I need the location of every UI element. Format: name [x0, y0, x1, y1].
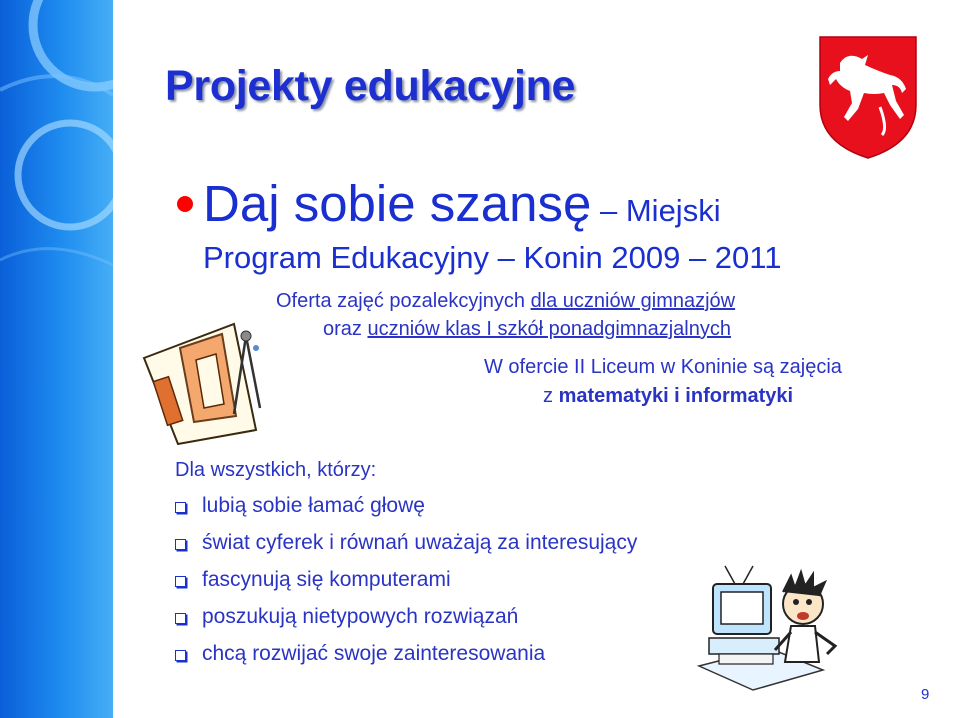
liceum-line-2-text: z [543, 385, 559, 407]
list-item-text: chcą rozwijać swoje zainteresowania [202, 642, 546, 665]
offer-line-2-text: oraz [323, 318, 368, 340]
offer-line-2-underlined: uczniów klas I szkół ponadgimnazjalnych [367, 318, 731, 340]
checkbox-square-icon [175, 650, 186, 661]
white-horse-crest-icon [818, 35, 918, 160]
checkbox-square-icon [175, 576, 186, 587]
list-item-text: fascynują się komputerami [202, 568, 451, 591]
list-item [175, 531, 637, 568]
liceum-line-2 [543, 385, 793, 408]
offer-line-1 [276, 290, 735, 313]
program-headline [203, 174, 721, 233]
list-item [175, 605, 637, 642]
program-subline: Program Edukacyjny – Konin 2009 – 2011 [203, 240, 782, 275]
offer-line-1-underlined: dla uczniów gimnazjów [530, 290, 736, 312]
band-circles-icon [0, 0, 113, 718]
list-item-text: poszukują nietypowych rozwiązań [202, 605, 519, 628]
list-item [175, 568, 637, 605]
offer-line-1-text: Oferta zajęć pozalekcyjnych [276, 290, 531, 312]
computer-guy-clipart [695, 562, 845, 692]
page-number: 9 [921, 686, 930, 703]
red-dot-icon [177, 196, 193, 212]
list-item [175, 642, 637, 679]
slide-title: Projekty edukacyjne [165, 62, 576, 110]
program-name: Daj sobie szansę [203, 175, 592, 232]
offer-line-2 [323, 318, 731, 341]
left-decorative-band [0, 0, 113, 718]
geometry-tools-clipart [138, 318, 273, 448]
checkbox-square-icon [175, 613, 186, 624]
liceum-line-1: W ofercie II Liceum w Koninie są zajęcia [484, 356, 842, 378]
audience-heading: Dla wszystkich, którzy: [175, 459, 377, 481]
program-suffix: – Miejski [591, 193, 721, 228]
checkbox-square-icon [175, 502, 186, 513]
audience-list [175, 494, 637, 679]
list-item [175, 494, 637, 531]
checkbox-square-icon [175, 539, 186, 550]
liceum-subjects: matematyki i informatyki [558, 385, 794, 407]
list-item-text: świat cyferek i równań uważają za interesujący [202, 531, 638, 554]
list-item-text: lubią sobie łamać głowę [202, 494, 425, 517]
